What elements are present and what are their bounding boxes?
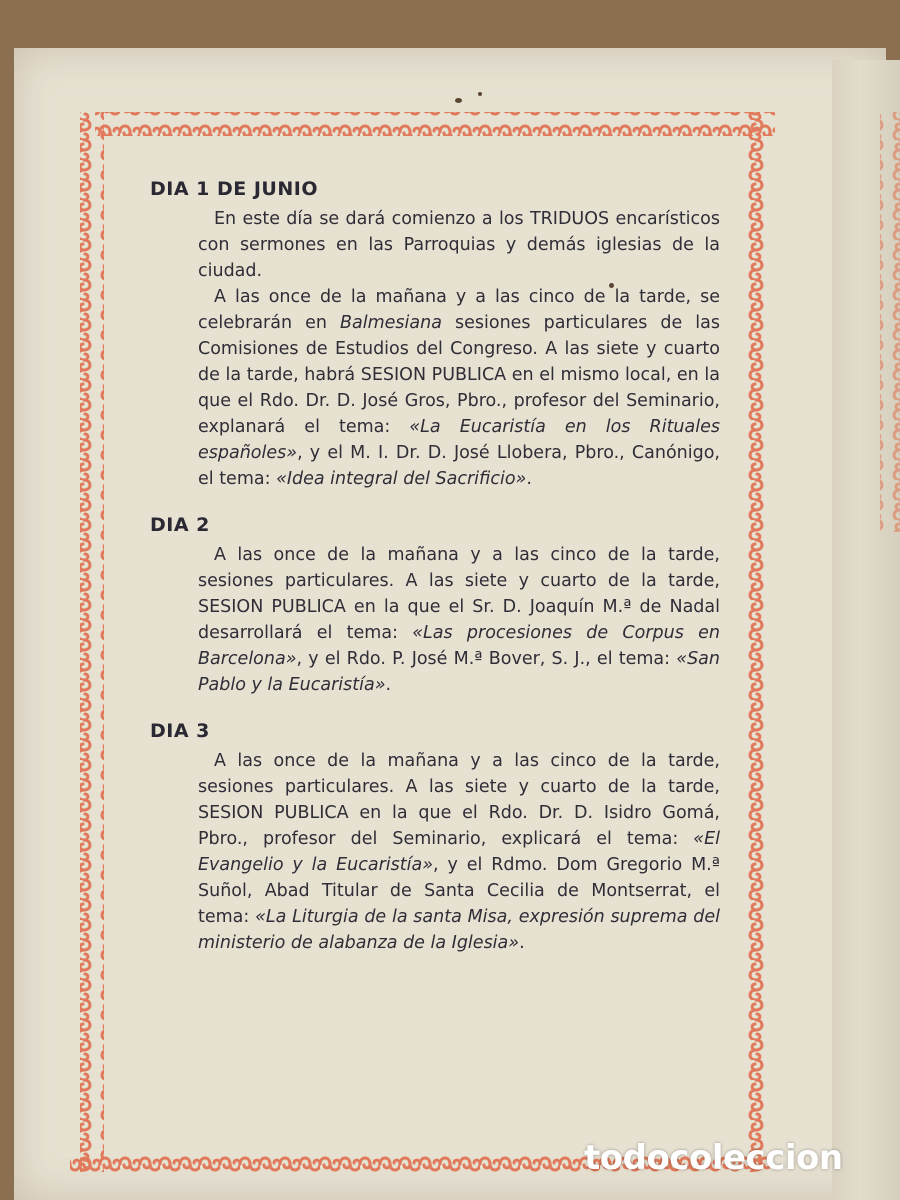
day-1-paragraph-2 — [198, 284, 720, 492]
program-content — [150, 178, 720, 978]
text-span: , y el Rdo. P. José M.ª Bover, S. J., el tema: — [296, 649, 677, 669]
day-1-block — [150, 178, 720, 492]
talk-title: «Idea integral del Sacrificio» — [276, 469, 527, 489]
day-2-heading: DIA 2 — [150, 514, 210, 536]
italic-span: Balmesiana — [340, 313, 442, 333]
day-3-block — [150, 720, 720, 956]
talk-title: «La Liturgia de la santa Misa, expresión suprema del ministerio de alabanza de la Iglesia» — [198, 907, 720, 953]
border-left — [80, 112, 104, 1172]
day-1-paragraph-1: En este día se dará comienzo a los TRIDUOS encarísticos con sermones en las Parroquias y demás iglesias de la ciudad. — [198, 209, 720, 281]
day-2-block — [150, 514, 720, 698]
text-span: A las once de la mañana y a las cinco de la tarde, sesiones particulares. A las siete y cuarto de la tarde, SESION PUBLICA en la que el Sr. D. Joaquín M.ª de Nadal desarrollará el tema: — [198, 545, 720, 643]
border-next-page — [880, 112, 900, 532]
border-right — [748, 112, 772, 1172]
text-span: A las once de la mañana y a las cinco de la tarde, sesiones particulares. A las siete y cuarto de la tarde, SESION PUBLICA en la que el Rdo. Dr. D. Isidro Gomá, Pbro., profesor del Seminario, explicará el tema: — [198, 751, 720, 849]
text-span: . — [526, 469, 532, 489]
text-span: . — [385, 675, 392, 695]
watermark-logo: todocoleccion — [584, 1138, 843, 1178]
border-top — [95, 112, 775, 136]
text-span: , y el Rdmo. Dom Gregorio M.ª Suñol, Abad Titular de Santa Cecilia de Montserrat, el tema: — [198, 855, 720, 927]
talk-title: «San Pablo y la Eucaristía» — [198, 649, 720, 695]
talk-title: «El Evangelio y la Eucaristía» — [198, 829, 720, 875]
text-span: A las once de la mañana y a las cinco de la tarde, se celebrarán en — [198, 287, 720, 333]
text-span: , y el M. I. Dr. D. José Llobera, Pbro., Canónigo, el tema: — [198, 443, 720, 489]
day-1-heading: DIA 1 DE JUNIO — [150, 178, 318, 200]
day-3-heading: DIA 3 — [150, 720, 210, 742]
text-span: . — [519, 933, 525, 953]
day-2-paragraph — [198, 542, 720, 698]
talk-title: «La Eucaristía en los Rituales españoles» — [198, 417, 720, 463]
talk-title: «Las procesiones de Corpus en Barcelona» — [198, 623, 720, 669]
text-span: sesiones particulares de las Comisiones de Estudios del Congreso. A las siete y cuarto de la tarde, habrá SESION PUBLICA en el mismo local, en la que el Rdo. Dr. D. José Gros, Pbro., profesor del Seminario, explanará el tema: — [198, 313, 720, 437]
day-3-paragraph — [198, 748, 720, 956]
